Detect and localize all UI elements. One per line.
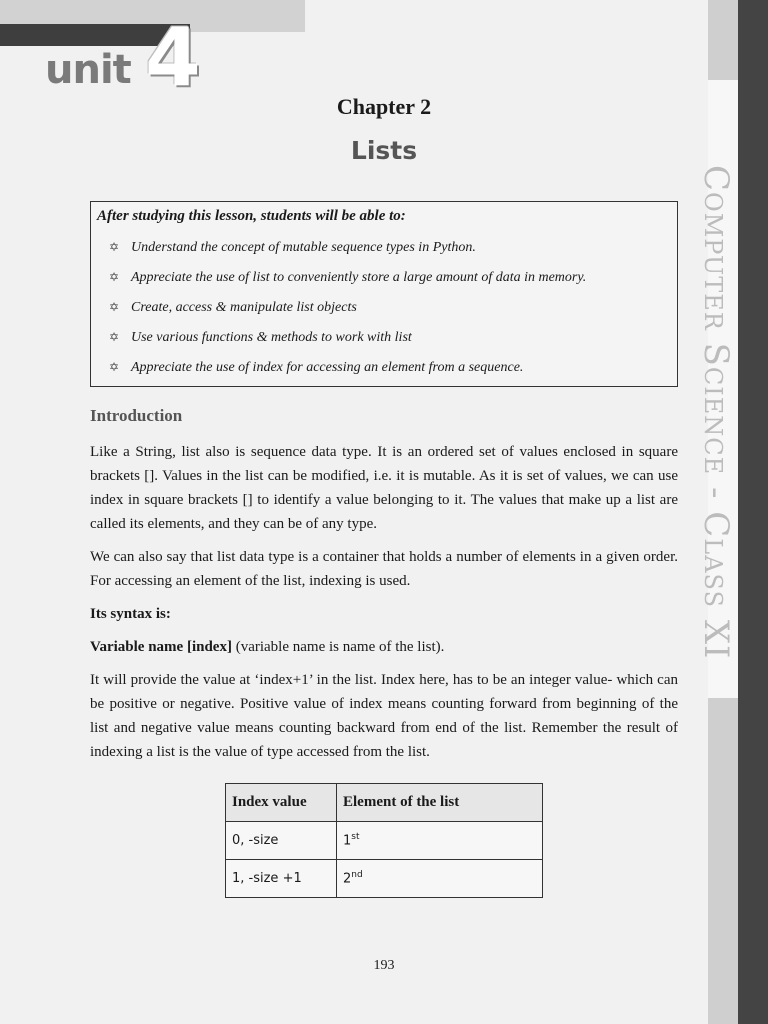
syntax-bold: Variable name [index] (90, 639, 232, 655)
star-bullet-icon: ✡ (109, 330, 120, 344)
side-title: Computer Science - Class XI (696, 165, 736, 660)
objectives-list (109, 236, 586, 386)
table-header-cell: Element of the list (337, 784, 543, 822)
table-row (226, 822, 543, 860)
objective-item (109, 266, 586, 296)
index-table (225, 783, 543, 898)
syntax-rest: (variable name is name of the list). (231, 639, 445, 655)
element-value: 2 (343, 871, 352, 887)
chapter-label: Chapter 2 (336, 94, 432, 119)
star-bullet-icon: ✡ (109, 360, 120, 374)
objective-text: Use various functions & methods to work with list (131, 330, 412, 345)
objectives-box (90, 201, 678, 387)
objective-text: Understand the concept of mutable sequence types in Python. (131, 240, 476, 255)
objective-item (109, 296, 586, 326)
objective-item (109, 236, 586, 266)
unit-number: 4 (145, 11, 201, 104)
objectives-heading: After studying this lesson, students will be able to: (97, 208, 406, 224)
objective-item (109, 356, 586, 386)
element-value: 1 (343, 833, 352, 849)
element-ordinal: nd (351, 870, 363, 881)
intro-paragraph-1: Like a String, list also is sequence data type. It is an ordered set of values enclosed in square brackets []. Values in the list can be modified, i.e. it is mutable. As it is set of values, we can use index in square brackets [] to identify a value belonging to it. The values that make up a list are called its elements, and they can be of any type. (90, 444, 678, 532)
syntax-line (90, 635, 678, 659)
star-bullet-icon: ✡ (109, 270, 120, 284)
unit-label: unit (45, 47, 131, 93)
intro-paragraph-2: We can also say that list data type is a container that holds a number of elements in a given order. For accessing an element of the list, indexing is used. (90, 549, 678, 589)
chapter-title: Lists (350, 136, 418, 165)
star-bullet-icon: ✡ (109, 240, 120, 254)
table-header-row (226, 784, 543, 822)
syntax-label: Its syntax is: (90, 606, 171, 622)
objective-text: Create, access & manipulate list objects (131, 300, 357, 315)
objective-item (109, 326, 586, 356)
table-cell: 1, -size +1 (226, 860, 337, 898)
table-row (226, 860, 543, 898)
element-ordinal: st (351, 832, 360, 843)
table-cell (337, 860, 543, 898)
objective-text: Appreciate the use of list to conveniently store a large amount of data in memory. (131, 270, 587, 285)
star-bullet-icon: ✡ (109, 300, 120, 314)
table-cell: 0, -size (226, 822, 337, 860)
intro-paragraph-3: It will provide the value at ‘index+1’ in the list. Index here, has to be an integer value- which can be positive or negative. Positive value of index means counting forward from beginning of the list and negative value means counting backward from end of the list. Remember the result of indexing a list is the value of type accessed from the list. (90, 672, 678, 760)
table-header-cell: Index value (226, 784, 337, 822)
unit-logo (45, 11, 205, 104)
page-number: 193 (373, 958, 395, 973)
introduction-heading: Introduction (90, 406, 183, 425)
table-cell (337, 822, 543, 860)
objective-text: Appreciate the use of index for accessing an element from a sequence. (131, 360, 524, 375)
